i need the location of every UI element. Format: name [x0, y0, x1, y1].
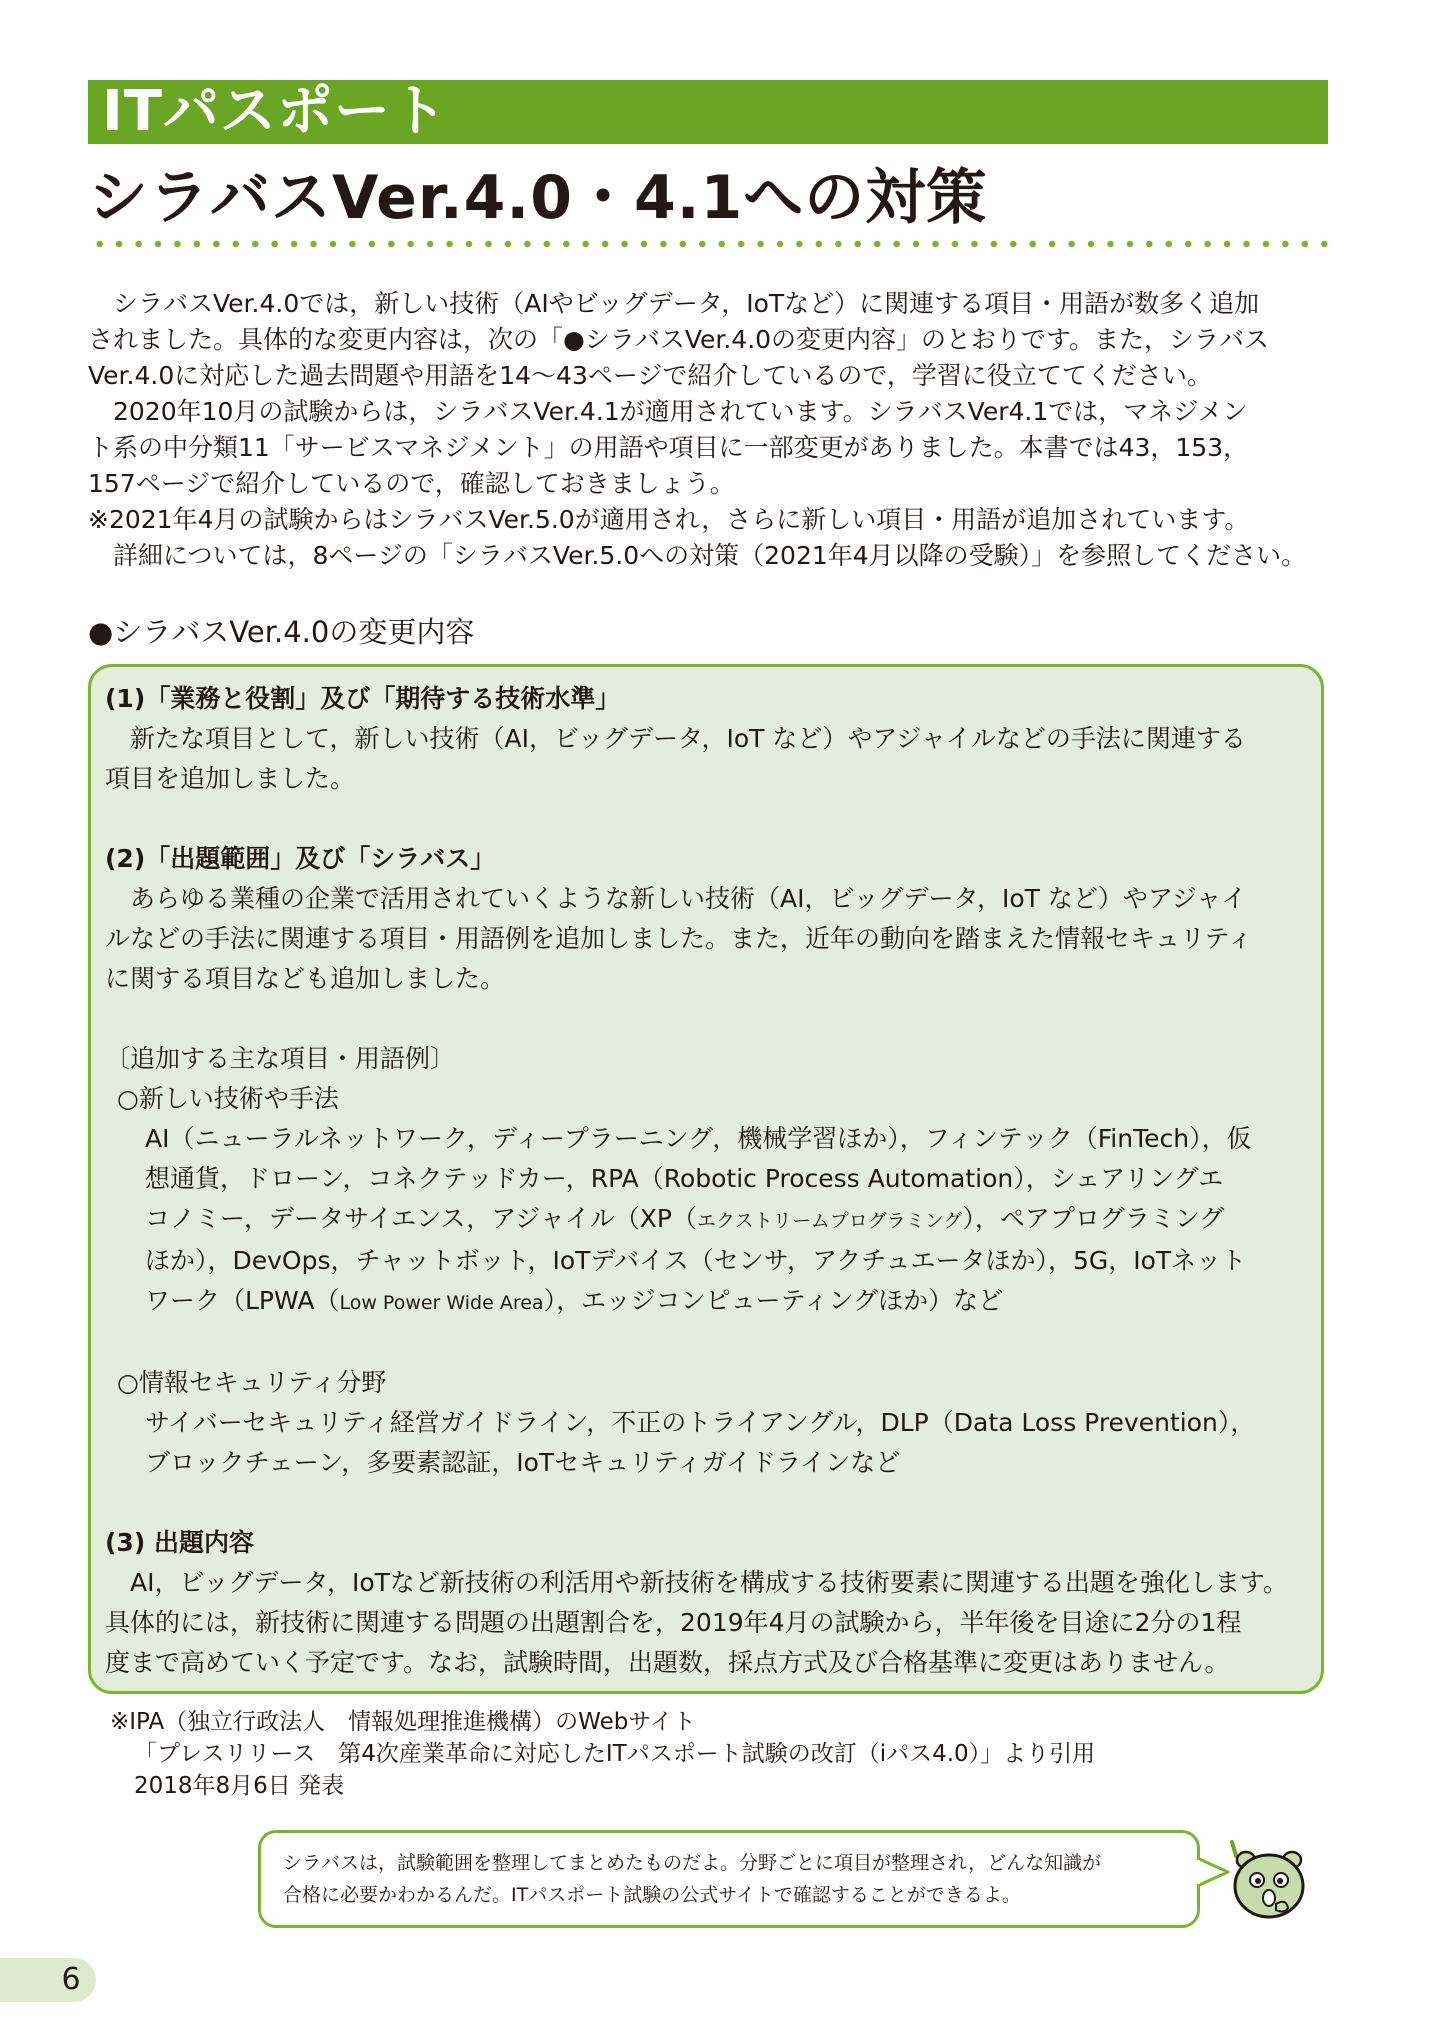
- item1-heading: (1)「業務と役割」及び「期待する技術水準」: [105, 684, 621, 713]
- source-line: 「プレスリリース 第4次産業革命に対応したITパスポート試験の改訂（iパス4.0）」より引用: [134, 1741, 1096, 1767]
- intro-note-line: ※2021年4月の試験からはシラバスVer.5.0が適用され，さらに新しい項目・用語が追加されています。: [88, 505, 1250, 534]
- item3-heading: (3) 出題内容: [105, 1528, 254, 1557]
- item1-line: 新たな項目として，新しい技術（AI，ビッグデータ，IoT など）やアジャイルなどの手法に関連する: [130, 724, 1246, 753]
- intro-text: [88, 286, 1328, 574]
- security-label: ○情報セキュリティ分野: [117, 1368, 387, 1397]
- section-heading: ●シラバスVer.4.0の変更内容: [88, 615, 475, 649]
- intro-line: シラバスVer.4.0では，新しい技術（AIやビッグデータ，IoTなど）に関連する項目・用語が数多く追加: [113, 289, 1260, 318]
- intro-note-line: 詳細については，8ページの「シラバスVer.5.0への対策（2021年4月以降の受験）」を参照してください。: [113, 541, 1307, 570]
- source-citation: [110, 1706, 1310, 1802]
- item2-line: ルなどの手法に関連する項目・用語例を追加しました。また，近年の動向を踏まえた情報セキュリティ: [105, 924, 1253, 953]
- tech-line-part: コノミー，データサイエンス，アジャイル（XP（: [145, 1204, 697, 1233]
- tech-line: 想通貨，ドローン，コネクテッドカー，RPA（Robotic Process Automation），シェアリングエ: [145, 1164, 1224, 1193]
- security-line: ブロックチェーン，多要素認証，IoTセキュリティガイドラインなど: [145, 1448, 901, 1477]
- tech-line-part: ），エッジコンピューティングほか）など: [543, 1286, 1004, 1315]
- source-line: ※IPA（独立行政法人 情報処理推進機構）のWebサイト: [110, 1709, 696, 1735]
- dotted-divider: [90, 240, 1330, 248]
- tech-line: ほか），DevOps，チャットボット，IoTデバイス（センサ，アクチュエータほか），5G，IoTネット: [145, 1246, 1247, 1275]
- item2-line: に関する項目なども追加しました。: [105, 964, 506, 993]
- security-line: サイバーセキュリティ経営ガイドライン，不正のトライアングル，DLP（Data Loss Prevention），: [145, 1408, 1256, 1437]
- examples-label: 〔追加する主な項目・用語例〕: [105, 1044, 456, 1073]
- bubble-line: 合格に必要かわかるんだ。ITパスポート試験の公式サイトで確認することができるよ。: [283, 1884, 1021, 1906]
- intro-line: ト系の中分類11「サービスマネジメント」の用語や項目に一部変更がありました。本書では43，153，: [88, 433, 1249, 462]
- page-title: シラバスVer.4.0・4.1への対策: [88, 163, 988, 233]
- item2-heading: (2)「出題範囲」及び「シラバス」: [105, 844, 496, 873]
- speech-bubble-tail: [1196, 1856, 1230, 1892]
- item1-line: 項目を追加しました。: [105, 764, 356, 793]
- intro-line: 157ページで紹介しているので，確認しておきましょう。: [88, 469, 735, 498]
- tech-line: [105, 1281, 1315, 1323]
- item3-line: AI，ビッグデータ，IoTなど新技術の利活用や新技術を構成する技術要素に関連する出題を強化します。: [130, 1568, 1288, 1597]
- mascot-character-icon: [1226, 1838, 1310, 1924]
- intro-line: 2020年10月の試験からは，シラバスVer.4.1が適用されています。シラバスVer4.1では，マネジメン: [113, 397, 1248, 426]
- category-title: ITパスポート: [102, 79, 449, 144]
- tech-line: AI（ニューラルネットワーク，ディープラーニング，機械学習ほか），フィンテック（FinTech），仮: [145, 1124, 1252, 1153]
- speech-bubble: [258, 1830, 1200, 1928]
- item3-line: 度まで高めていく予定です。なお，試験時間，出題数，採点方式及び合格基準に変更はありません。: [105, 1648, 1230, 1677]
- changes-box: [88, 664, 1324, 1694]
- item3-line: 具体的には，新技術に関連する問題の出題割合を，2019年4月の試験から，半年後を目途に2分の1程: [105, 1608, 1242, 1637]
- page-number: 6: [61, 1962, 81, 1997]
- item2-line: あらゆる業種の企業で活用されていくような新しい技術（AI，ビッグデータ，IoT など）やアジャイ: [130, 884, 1247, 913]
- intro-line: されました。具体的な変更内容は，次の「●シラバスVer.4.0の変更内容」のとおりです。また，シラバス: [88, 325, 1270, 354]
- bubble-line: シラバスは，試験範囲を整理してまとめたものだよ。分野ごとに項目が整理され，どんな知識が: [283, 1852, 1102, 1874]
- category-banner: [88, 80, 1328, 144]
- tech-line-part: ワーク（LPWA（: [145, 1286, 340, 1315]
- tech-line-small: Low Power Wide Area: [339, 1292, 544, 1314]
- intro-line: Ver.4.0に対応した過去問題や用語を14～43ページで紹介しているので，学習に役立ててください。: [88, 361, 1212, 390]
- tech-label: ○新しい技術や手法: [117, 1084, 339, 1113]
- source-line: 2018年8月6日 発表: [134, 1773, 345, 1799]
- tech-line-small: エクストリームプログラミング: [696, 1210, 963, 1232]
- tech-line-part: ），ペアプログラミング: [962, 1204, 1225, 1233]
- tech-line: [105, 1199, 1315, 1241]
